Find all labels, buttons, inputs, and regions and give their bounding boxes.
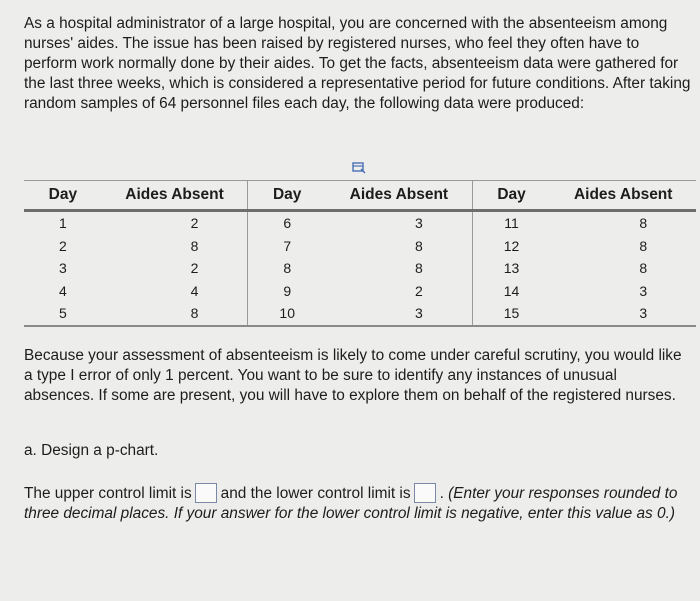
absent-cell: 2 [190, 260, 199, 277]
table-header-row [24, 181, 696, 211]
day-cell: 11 [472, 211, 550, 235]
absenteeism-table [24, 180, 696, 327]
lcl-suffix: . [439, 485, 444, 502]
ucl-input[interactable] [195, 483, 217, 503]
day-cell: 10 [248, 302, 326, 326]
absent-cell: 3 [326, 302, 472, 326]
absent-cell: 8 [190, 237, 199, 254]
table-row [24, 302, 696, 326]
day-cell: 15 [472, 302, 550, 326]
header-day-3: Day [472, 181, 550, 211]
ucl-prefix: The upper control limit is [24, 485, 192, 502]
part-a-label: a. Design a p-chart. [24, 442, 159, 459]
absent-cell: 8 [414, 237, 423, 254]
absent-cell: 8 [102, 302, 248, 326]
absent-cell: 2 [414, 282, 423, 299]
header-aides-absent-3: Aides Absent [550, 181, 696, 211]
instruction-text-1: (Enter your responses rounded to [448, 485, 678, 502]
absent-cell: 4 [190, 282, 199, 299]
table-row [24, 211, 696, 235]
table-row [24, 235, 696, 258]
table-row [24, 280, 696, 303]
problem-intro: As a hospital administrator of a large hospital, you are concerned with the absenteeism among nurses' aides. The issue has been raised by registered nurses, who feel they often have to perform work normally done by their aides. To get the facts, absenteeism data were gathered for the last three weeks, which is considered a representative period for future conditions. After taking random samples of 64 personnel files each day, the following data were produced: [24, 15, 691, 112]
absenteeism-table-container [24, 180, 696, 327]
absent-cell: 8 [639, 215, 648, 232]
assessment-text: Because your assessment of absenteeism is likely to come under careful scrutiny, you would like a type I error of only 1 percent. You want to be sure to identify any instances of unusual absences. If some are present, you will have to explore them on behalf of the registered nurses. [24, 347, 682, 404]
absent-cell: 8 [639, 237, 648, 254]
absent-cell: 3 [550, 302, 696, 326]
answer-section [24, 483, 696, 524]
day-cell: 12 [472, 235, 550, 258]
absent-cell: 2 [190, 215, 199, 232]
day-cell: 7 [248, 235, 326, 258]
absent-cell: 8 [639, 260, 648, 277]
day-cell: 9 [248, 280, 326, 303]
day-cell: 6 [248, 211, 326, 235]
day-cell: 1 [58, 215, 67, 232]
header-aides-absent-1: Aides Absent [102, 181, 248, 211]
day-cell: 2 [58, 237, 67, 254]
absent-cell: 3 [639, 282, 648, 299]
table-row [24, 257, 696, 280]
absent-cell: 3 [414, 215, 423, 232]
header-day-2: Day [248, 181, 326, 211]
lcl-input[interactable] [414, 483, 436, 503]
day-cell: 13 [472, 257, 550, 280]
day-cell: 8 [248, 257, 326, 280]
table-options-icon[interactable] [352, 162, 366, 174]
day-cell: 4 [58, 282, 67, 299]
header-day-1: Day [24, 181, 102, 211]
instruction-text-2: three decimal places. If your answer for the lower control limit is negative, enter this value as 0.) [24, 505, 675, 522]
day-cell: 14 [472, 280, 550, 303]
day-cell: 5 [24, 302, 102, 326]
absent-cell: 8 [414, 260, 423, 277]
header-aides-absent-2: Aides Absent [326, 181, 472, 211]
lcl-prefix: and the lower control limit is [220, 485, 411, 502]
day-cell: 3 [58, 260, 67, 277]
